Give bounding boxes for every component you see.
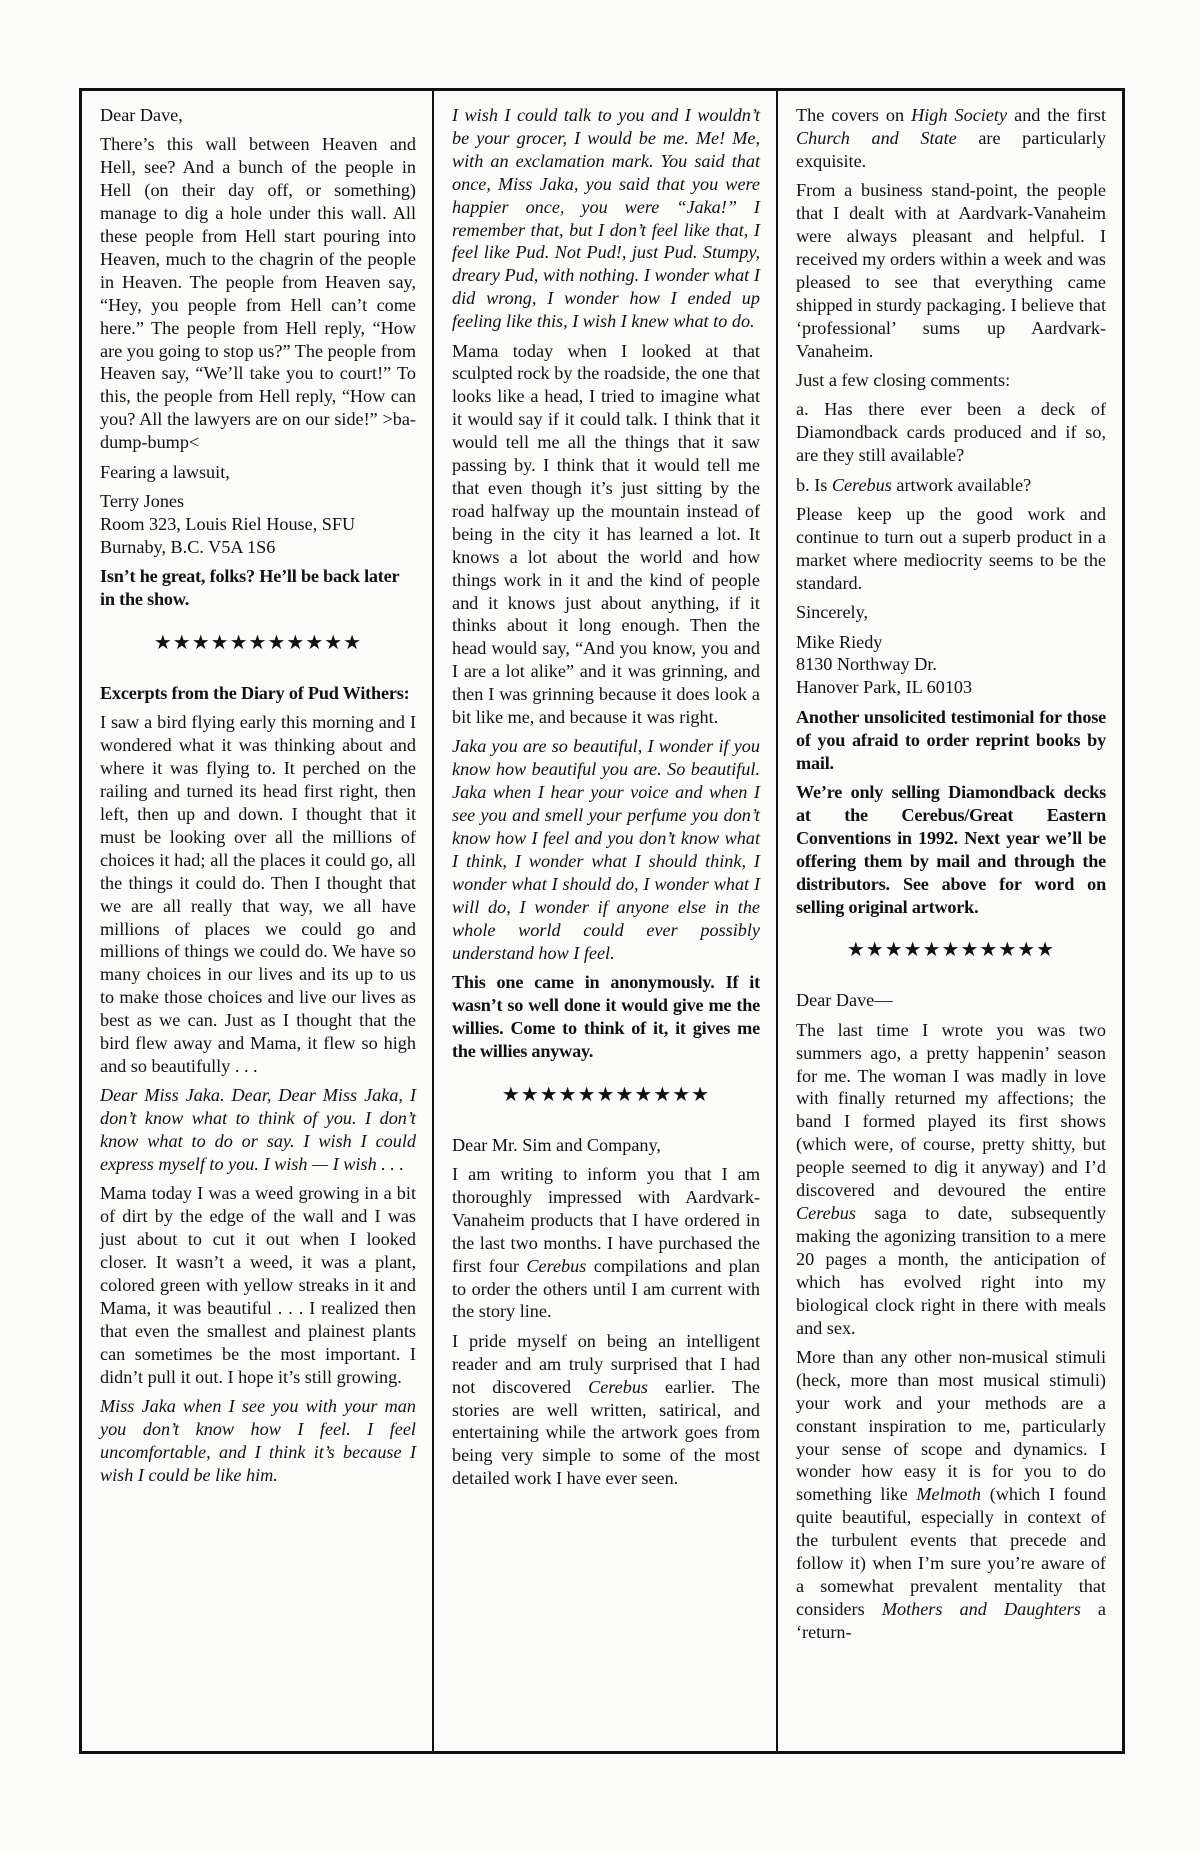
diary-paragraph: I saw a bird flying early this morning and I wondered what it was thinking about and where it was flying to. It perched on the railing and turned its head first right, then left, then up and down. I thought that it must be looking over all the millions of choices it had; all the places it could go, all the things it could do. Then I thought that we are all really that way, we all have millions of places we could go and millions of things we could do. We have so many choices in our lives and its up to us to make those choices and live our lives as best as we can. Just as I thought that the bird flew away and Mama, it flew so high and so beautifully . . . xyxy=(100,712,416,1076)
book-title: Cerebus xyxy=(526,1255,587,1276)
letter-paragraph xyxy=(796,104,1106,173)
letter-salutation: Dear Dave, xyxy=(100,105,183,125)
letter-closing: Sincerely, xyxy=(796,602,869,623)
text-run: The covers on xyxy=(796,105,912,125)
text-run: (which I found quite beautiful, especially in context of the turbulent events that precede and follow it) when I’m sure you’re aware of a somewhat prevalent mentality that considers xyxy=(796,1484,1106,1619)
letter-signature xyxy=(100,490,416,559)
letter-paragraph xyxy=(452,1163,760,1323)
author-address-line: Hanover Park, IL 60103 xyxy=(796,677,973,698)
diary-paragraph: Dear Miss Jaka. Dear, Dear Miss Jaka, I don’t know what to think of you. I don’t know what to do or say. I wish I could express myself to you. I wish — I wish . . . xyxy=(100,1085,416,1175)
column-right xyxy=(776,91,1122,1751)
column-middle xyxy=(432,91,776,1751)
letter-paragraph xyxy=(796,1346,1106,1644)
author-name: Terry Jones xyxy=(100,491,185,511)
text-run: I pride myself on being an intelligent reader and am truly surprised that I had not discovered xyxy=(452,1330,760,1397)
column-left xyxy=(82,91,432,1751)
star-divider-icon: ★★★★★★★★★★★ xyxy=(153,630,363,655)
text-run: and the first xyxy=(1007,105,1107,125)
text-run: The last time I wrote you was two summers ago, a pretty happenin’ season for me. The woman I was madly in love with finally returned my affections; the band I formed played its first shows (which were, of course, pretty shitty, but people seemed to dig it anyway) and I’d discovered and devoured the entire xyxy=(796,1019,1106,1201)
book-title: Mothers and Daughters xyxy=(881,1598,1081,1619)
text-run: are particularly exquisite. xyxy=(796,127,1106,171)
book-title: Melmoth xyxy=(916,1484,982,1505)
book-title: High Society xyxy=(911,105,1008,125)
text-run: artwork available? xyxy=(891,474,1032,495)
book-title: Cerebus xyxy=(831,474,892,495)
book-title: Cerebus xyxy=(588,1376,649,1397)
text-run: I am writing to inform you that I am thoroughly impressed with Aardvark-Vanaheim products that I have ordered in the last two months. I have purchased the first four xyxy=(452,1163,760,1276)
editor-reply: This one came in anonymously. If it wasn’t so well done it would give me the willies. Come to think of it, it gives me the willies anyway. xyxy=(452,972,760,1061)
editor-reply: We’re only selling Diamondback decks at the Cerebus/Great Eastern Conventions in 1992. Next year we’ll be offering them by mail and through the distributors. See above for word on selling original artwork. xyxy=(796,781,1106,917)
letter-salutation: Dear Mr. Sim and Company, xyxy=(452,1134,661,1155)
book-title: Cerebus xyxy=(796,1202,856,1223)
author-name: Mike Riedy xyxy=(796,631,883,652)
text-run: a ‘return- xyxy=(796,1598,1106,1642)
diary-paragraph: Miss Jaka when I see you with your man you don’t know how I feel. I feel uncomfortable, and I think it’s because I wish I could be like him. xyxy=(100,1396,416,1485)
letter-paragraph: From a business stand-point, the people that I dealt with at Aardvark-Vanaheim were always pleasant and helpful. I received my orders within a week and was pleased to see that everything came shipped in sturdy packaging. I believe that ‘professional’ sums up Aardvark-Vanaheim. xyxy=(796,180,1106,361)
letter-paragraph xyxy=(452,1330,760,1490)
letter-question xyxy=(796,474,1106,497)
letters-page-frame xyxy=(79,88,1125,1754)
text-run: More than any other non-musical stimuli (heck, more than most musical stimuli) your work and your methods are a constant inspiration to me, particularly your sense of scope and dynamics. I wonder how easy it is for you to do something like xyxy=(796,1346,1106,1505)
letter-paragraph: Please keep up the good work and continue to turn out a superb product in a market where mediocrity seems to be the standard. xyxy=(796,504,1106,593)
diary-paragraph: Jaka you are so beautiful, I wonder if you know how beautiful you are. So beautiful. Jaka when I hear your voice and when I see you and smell your perfume you don’t know how I feel and you don’t know what I think, I wonder what I should think, I wonder what I should do, I wonder what I will do, I wonder if anyone else in the whole world could ever possibly understand how I feel. xyxy=(452,736,760,963)
text-run: b. Is xyxy=(796,474,832,495)
letter-paragraph: Just a few closing comments: xyxy=(796,369,1011,390)
text-run: compilations and plan to order the others until I am current with the story line. xyxy=(452,1255,761,1322)
section-heading: Excerpts from the Diary of Pud Withers: xyxy=(100,682,410,703)
letter-body: There’s this wall between Heaven and Hell, see? And a bunch of the people in Hell (on their day off, or something) manage to dig a hole under this wall. All these people from Hell start pouring into Heaven, much to the chagrin of the people in Heaven. The people from Heaven say, “Hey, you people from Hell can’t come here.” The people from Hell reply, “How are you going to stop us?” The people from Heaven say, “We’ll take you to court!” To this, the people from Hell reply, “How can you? All the lawyers are on our side!” >ba-dump-bump< xyxy=(100,134,416,453)
author-address-line: Burnaby, B.C. V5A 1S6 xyxy=(100,536,276,557)
text-run: saga to date, subsequently making the agonizing transition to a mere 20 pages a month, the anticipation of which has evolved right into my biological clock right in there with meals and sex. xyxy=(796,1202,1106,1338)
star-divider-icon: ★★★★★★★★★★★ xyxy=(501,1081,711,1106)
book-title: Church and State xyxy=(796,127,957,148)
star-divider-icon: ★★★★★★★★★★★ xyxy=(846,937,1056,962)
editor-reply: Isn’t he great, folks? He’ll be back later in the show. xyxy=(100,566,400,610)
letter-salutation: Dear Dave— xyxy=(796,990,893,1011)
diary-paragraph: I wish I could talk to you and I wouldn’t be your grocer, I would be me. Me! Me, with an exclamation mark. You said that once, Miss Jaka, you said that you were happier once, you were “Jaka!” I remember that, but I don’t feel like that, I feel like Pud. Not Pud!, just Pud. Stumpy, dreary Pud, with nothing. I wonder what I did wrong, I wonder how I ended up feeling like this, I wish I knew what to do. xyxy=(452,105,760,332)
letter-closing: Fearing a lawsuit, xyxy=(100,461,230,482)
editor-reply: Another unsolicited testimonial for those of you afraid to order reprint books by mail. xyxy=(796,706,1106,773)
author-address-line: 8130 Northway Dr. xyxy=(796,654,937,675)
author-address-line: Room 323, Louis Riel House, SFU xyxy=(100,513,356,534)
letter-signature xyxy=(796,631,1106,700)
letter-paragraph xyxy=(796,1019,1106,1340)
diary-paragraph: Mama today I was a weed growing in a bit of dirt by the edge of the wall and I was just about to cut it out when I looked closer. It wasn’t a weed, it was a plant, colored green with yellow streaks in it and Mama, it was beautiful . . . I realized then that even the smallest and plainest plants can sometimes be the most important. I didn’t pull it out. I hope it’s still growing. xyxy=(100,1183,416,1387)
diary-paragraph: Mama today when I looked at that sculpted rock by the roadside, the one that looks like a head, I tried to imagine what it would say if it could talk. I think that it would tell me all the things that it saw passing by. I think that it would tell me that even though it’s just sitting by the road halfway up the mountain instead of being in the city it has learned a lot. It knows a lot about the world and how things work in it and the kind of people and it knows just about anything, if it thinks about it long enough. Then the head would say, “And you know, you and I are a lot alike” and it was grinning, and then I was grinning because it does look a bit like me, and because it was right. xyxy=(452,340,760,728)
text-run: earlier. The stories are well written, satirical, and entertaining while the artwork goes from being very simple to some of the most detailed work I have ever seen. xyxy=(452,1376,760,1489)
letter-question: a. Has there ever been a deck of Diamondback cards produced and if so, are they still available? xyxy=(796,399,1106,466)
